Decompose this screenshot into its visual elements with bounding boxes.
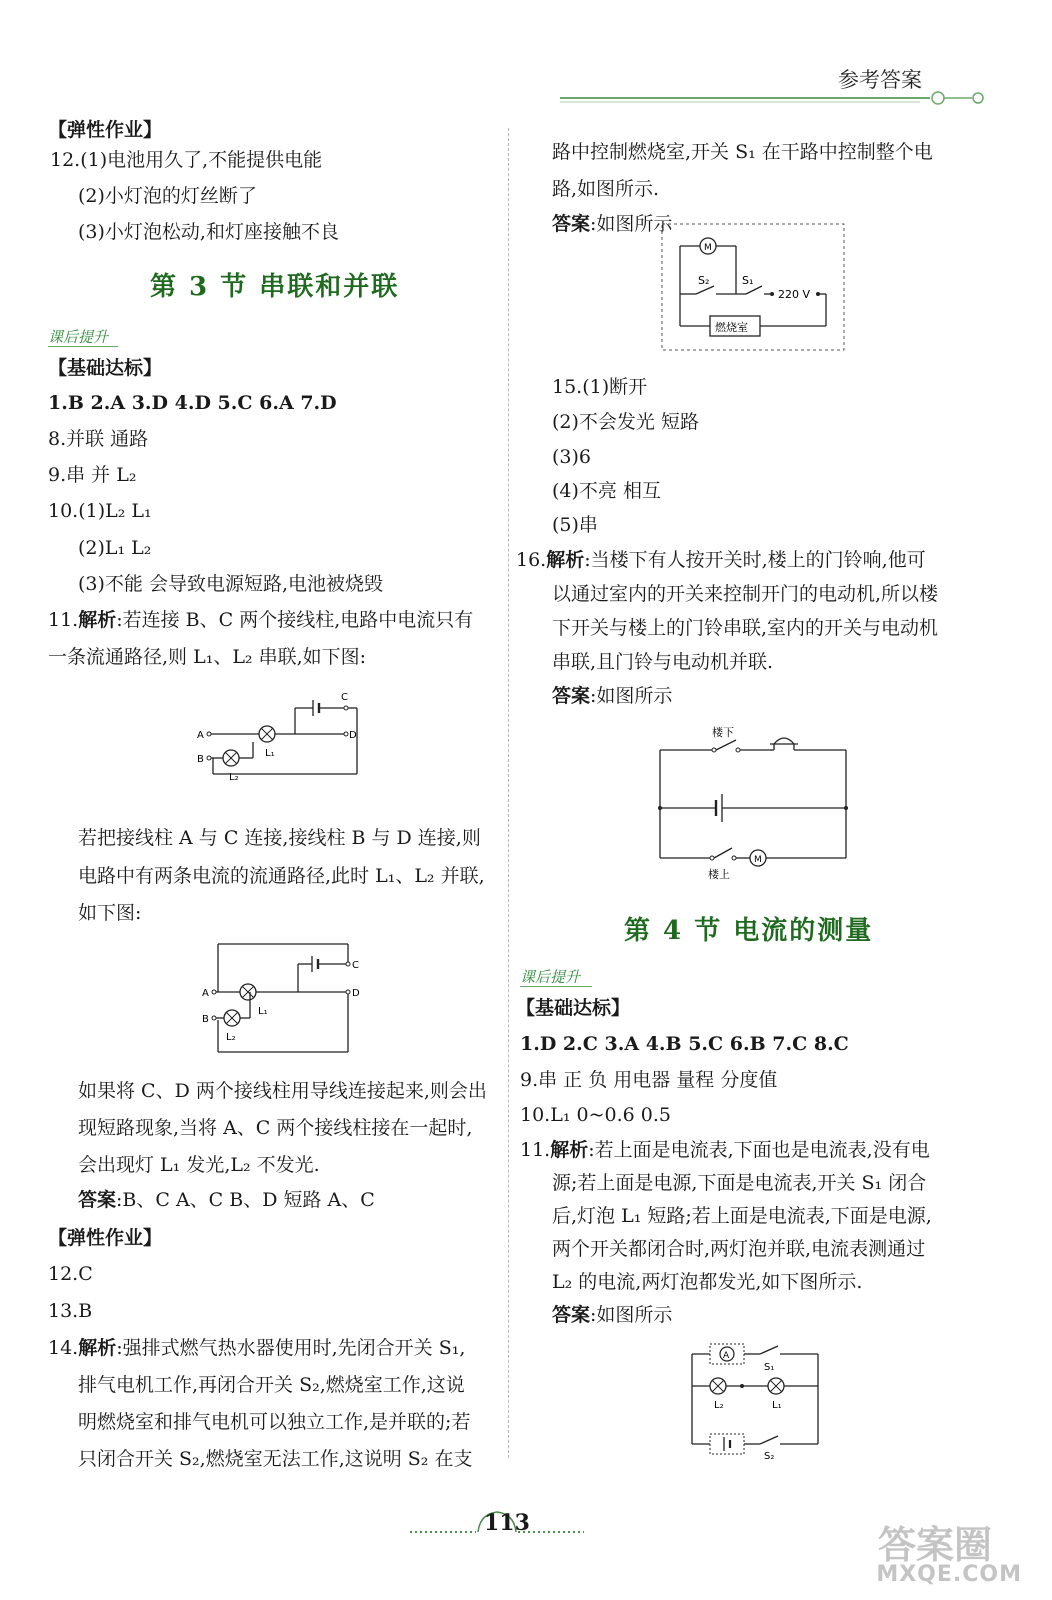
text-line: 9.串 并 L₂	[48, 464, 137, 486]
text-line: 14.解析:强排式燃气热水器使用时,先闭合开关 S₁,	[48, 1337, 466, 1359]
section-title-4: 第 4 节 电流的测量	[624, 916, 874, 946]
text-line: 明燃烧室和排气电机可以独立工作,是并联的;若	[78, 1411, 471, 1433]
terminal-label: A	[202, 988, 209, 999]
text-line: 现短路现象,当将 A、C 两个接线柱接在一起时,	[78, 1117, 473, 1139]
lamp-label: L₁	[772, 1400, 782, 1411]
text-line: 如下图:	[78, 902, 142, 924]
terminal-label: A	[197, 730, 204, 741]
text-line: 路,如图所示.	[552, 178, 660, 200]
watermark-url: MXQE.COM	[876, 1562, 1022, 1587]
script-underline	[48, 346, 118, 347]
text-line: (5)串	[552, 514, 598, 536]
header-ornament	[560, 88, 990, 108]
motor-label: M	[704, 243, 712, 253]
page-number: 113	[484, 1510, 530, 1536]
text-line: 源;若上面是电源,下面是电流表,开关 S₁ 闭合	[552, 1172, 927, 1194]
text-line: (2)不会发光 短路	[552, 411, 699, 433]
text-line: 11.解析:若连接 B、C 两个接线柱,电路中电流只有	[48, 609, 474, 631]
text-line: (3)6	[552, 446, 592, 468]
terminal-label: B	[197, 754, 204, 765]
text-line: 下开关与楼上的门铃串联,室内的开关与电动机	[552, 617, 939, 639]
section-label: 【弹性作业】	[48, 1227, 163, 1249]
subsection-script: 课后提升	[48, 328, 109, 346]
answer-list: 1.D 2.C 3.A 4.B 5.C 6.B 7.C 8.C	[520, 1033, 849, 1055]
section-label: 【基础达标】	[516, 997, 631, 1019]
script-underline	[520, 986, 592, 987]
text-line: (2)L₁ L₂	[78, 537, 152, 559]
text-line: 答案:如图所示	[552, 213, 673, 235]
text-line: 后,灯泡 L₁ 短路;若上面是电流表,下面是电源,	[552, 1205, 932, 1227]
text-line: 12.C	[48, 1263, 93, 1285]
lamp-label: L₁	[258, 1006, 268, 1017]
lamp-label: L₁	[265, 748, 275, 759]
text-line: 串联,且门铃与电动机并联.	[552, 651, 774, 673]
text-line: (3)小灯泡松动,和灯座接触不良	[78, 221, 339, 243]
text-line: 13.B	[48, 1300, 93, 1322]
section-title-3: 第 3 节 串联和并联	[150, 272, 400, 302]
section-label: 【弹性作业】	[48, 119, 163, 141]
text-line: (3)不能 会导致电源短路,电池被烧毁	[78, 573, 383, 595]
burner-label: 燃烧室	[715, 321, 748, 334]
answer-list: 1.B 2.A 3.D 4.D 5.C 6.A 7.D	[48, 392, 337, 414]
circuit-diagram-series	[195, 686, 375, 783]
text-line: 9.串 正 负 用电器 量程 分度值	[520, 1069, 778, 1091]
switch-label: S₁	[742, 274, 754, 287]
lamp-label: L₂	[714, 1400, 724, 1411]
switch-label: S₁	[764, 1362, 775, 1373]
switch-label: S₂	[764, 1451, 775, 1462]
text-line: (4)不亮 相互	[552, 480, 661, 502]
text-line: 如果将 C、D 两个接线柱用导线连接起来,则会出	[78, 1080, 487, 1102]
text-line: 会出现灯 L₁ 发光,L₂ 不发光.	[78, 1154, 320, 1176]
watermark-logo: 答案圈	[877, 1523, 992, 1567]
text-line: 电路中有两条电流的流通路径,此时 L₁、L₂ 并联,	[78, 865, 485, 887]
text-line: 10.L₁ 0~0.6 0.5	[520, 1104, 671, 1126]
motor-label: M	[754, 855, 762, 865]
text-line: 12.(1)电池用久了,不能提供电能	[50, 149, 323, 171]
lamp-label: L₂	[226, 1032, 236, 1043]
text-line: 11.解析:若上面是电流表,下面也是电流表,没有电	[520, 1139, 930, 1161]
terminal-label: C	[352, 960, 359, 971]
circuit-diagram-heater	[660, 222, 846, 352]
ammeter-label: A	[723, 1351, 730, 1361]
circuit-diagram-parallel	[200, 940, 370, 1058]
voltage-label: 220 V	[778, 288, 811, 301]
text-line: 答案:B、C A、C B、D 短路 A、C	[78, 1189, 375, 1211]
text-line: 以通过室内的开关来控制开门的电动机,所以楼	[552, 583, 939, 605]
terminal-label: D	[349, 730, 357, 741]
switch-label: S₂	[698, 274, 710, 287]
circuit-diagram-doorbell	[650, 722, 860, 882]
text-line: 8.并联 通路	[48, 428, 149, 450]
text-line: L₂ 的电流,两灯泡都发光,如下图所示.	[552, 1271, 863, 1293]
switch-label: 楼下	[712, 726, 734, 739]
subsection-script: 课后提升	[520, 968, 581, 986]
text-line: 答案:如图所示	[552, 1304, 673, 1326]
text-line: 15.(1)断开	[552, 376, 648, 398]
text-line: 两个开关都闭合时,两灯泡并联,电流表测通过	[552, 1238, 926, 1260]
circuit-diagram-ammeter	[682, 1340, 832, 1460]
text-line: 若把接线柱 A 与 C 连接,接线柱 B 与 D 连接,则	[78, 827, 481, 849]
text-line: 排气电机工作,再闭合开关 S₂,燃烧室工作,这说	[78, 1374, 465, 1396]
column-divider	[508, 128, 509, 1458]
switch-label: 楼上	[708, 868, 730, 881]
text-line: 16.解析:当楼下有人按开关时,楼上的门铃响,他可	[516, 549, 926, 571]
section-label: 【基础达标】	[48, 357, 163, 379]
text-line: 只闭合开关 S₂,燃烧室无法工作,这说明 S₂ 在支	[78, 1448, 473, 1470]
header-title: 参考答案	[838, 68, 922, 92]
terminal-label: D	[352, 988, 360, 999]
text-line: (2)小灯泡的灯丝断了	[78, 185, 257, 207]
terminal-label: B	[202, 1014, 209, 1025]
terminal-label: C	[341, 692, 348, 703]
text-line: 一条流通路径,则 L₁、L₂ 串联,如下图:	[48, 646, 367, 668]
text-line: 路中控制燃烧室,开关 S₁ 在干路中控制整个电	[552, 141, 933, 163]
lamp-label: L₂	[229, 772, 239, 783]
text-line: 10.(1)L₂ L₁	[48, 500, 152, 522]
text-line: 答案:如图所示	[552, 685, 673, 707]
